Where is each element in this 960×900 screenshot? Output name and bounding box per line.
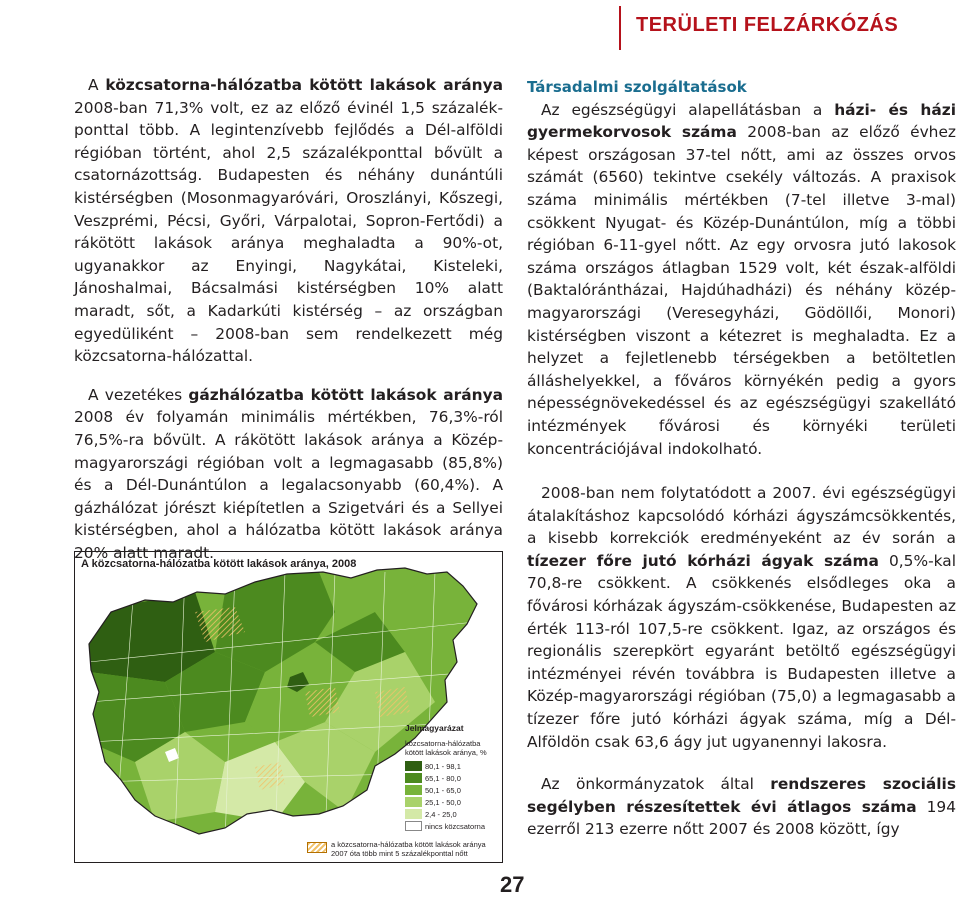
- section-heading: Társadalmi szolgáltatások: [527, 78, 747, 96]
- legend-item: [405, 761, 497, 771]
- emphasis-beds: tízezer főre jutó kórházi ágyak száma: [527, 551, 879, 570]
- running-header: TERÜLETI FELZÁRKÓZÁS: [636, 14, 899, 36]
- emphasis-gas: gázhálózatba kötött lakások aránya: [188, 385, 503, 404]
- legend-item: [405, 809, 497, 819]
- text: 2008-ban 71,3% volt, ez az előző évinél 1,5 százalékponttal több. A legintenzívebb fejlődés a Dél-alföldi régióban történt, ahol 2,5 százalékponttal bővült a csatornázottság. Budapesten és néhány dunántúli kistérségben (Mosonmagyaróvári, Oroszlányi, Kőszegi, Veszprémi, Pécsi, Győri, Várpalotai, Sopron-Fertődi) a rákötött lakások aránya meghaladta a 90%-ot, ugyanakkor az Enyingi, Nagykátai, Kisteleki, Jánoshalmai, Bácsalmási kistérségben 10% alatt maradt, sőt, a Kadarkúti kistérség – az országban egyedüliként – 2008-ban sem rendelkezett még közcsatorna-hálózattal.: [74, 98, 503, 366]
- text: 0,5%-kal 70,8-re csökkent. A csökkenés elsődleges oka a fővárosi kórházak ágyszám-csökkenése, Budapesten az érték 113-ról 107,5-re csökkent. Igaz, az országos és regionális szerepkört egyaránt betöltő egészségügyi intézményei révén továbbra is Budapesten illetve a Közép-magyarországi régióban (75,0) a legmagasabb a tízezer főre jutó kórházi ágyak száma, míg a Dél-Alföldön csak 63,6 ágy jut ugyanennyi lakosra.: [527, 551, 956, 751]
- legend-label: 50,1 - 65,0: [425, 785, 461, 795]
- legend-swatch: [405, 773, 422, 783]
- text: 2008-ban az előző évhez képest országosan 37-tel nőtt, ami az összes orvos számát (6560) tekintve csekély változás. A praxisok száma minimális mértékben (7-tel illetve 3-mal) csökkent Nyugat- és Közép-Dunántúlon, míg a többi régióban 6-11-gyel nőtt. Az egy orvosra jutó lakosok száma országos átlagban 1529 volt, két észak-alföldi (Baktalórántházai, Hajdúhadházi) és néhány közép-magyarországi (Veresegyházi, Gödöllői, Monori) kistérségben viszont a kétezret is meghaladta. Ez a helyzet a fejletlenebb térségekben a betöltetlen álláshelyekkel, a főváros környékén pedig a gyors népességnövekedéssel és az egészségügyi szakellátó intézmények fővárosi és környéki területi koncentrációjával indokolható.: [527, 123, 956, 458]
- legend-title: Jelmagyarázat: [405, 723, 464, 733]
- legend-swatch: [405, 785, 422, 795]
- text: 194 ezerről 213 ezerre nőtt 2007 és 2008 között, így: [527, 797, 956, 839]
- paragraph-gas: [74, 384, 503, 565]
- paragraph-hospital-beds: [527, 482, 956, 753]
- legend-subtitle: közcsatorna-hálózatba kötött lakások aránya, %: [405, 739, 487, 757]
- page-number: 27: [500, 872, 525, 897]
- legend-label: 65,1 - 80,0: [425, 773, 461, 783]
- header-rule: [619, 6, 621, 50]
- emphasis-sewer: közcsatorna-hálózatba kötött lakások aránya: [105, 76, 504, 94]
- hatch-swatch: [307, 842, 327, 853]
- left-column: [74, 74, 503, 564]
- text: A: [88, 76, 106, 94]
- legend-item: [405, 785, 497, 795]
- legend-label: nincs közcsatorna: [425, 821, 486, 831]
- text: Az önkormányzatok által: [541, 775, 771, 794]
- emphasis-social-aid: rendszeres szociális segélyben részesítettek évi átlagos száma: [527, 775, 956, 816]
- text: 2008-ban nem folytatódott a 2007. évi egészségügyi átalakításhoz kapcsolódó kórházi ágyszámcsökkentés, a kisebb korrekciók eredményeként az év során a: [527, 484, 956, 548]
- legend-item: [405, 821, 497, 831]
- legend-label: 25,1 - 50,0: [425, 797, 461, 807]
- legend-swatch: [405, 821, 422, 831]
- hatch-legend-label: a közcsatorna-hálózatba kötött lakások aránya 2007 óta több mint 5 százalékponttal nőtt: [331, 840, 486, 858]
- sewer-map-figure: [74, 551, 503, 863]
- legend-item: [405, 797, 497, 807]
- emphasis-doctors: házi- és házi gyermekorvosok száma: [527, 100, 956, 142]
- text: Az egészségügyi alapellátásban a: [541, 100, 835, 119]
- paragraph-sewer: [74, 74, 503, 368]
- legend-swatch: [405, 809, 422, 819]
- legend-label: 2,4 - 25,0: [425, 809, 457, 819]
- legend-label: 80,1 - 98,1: [425, 761, 461, 771]
- map-legend: [405, 724, 497, 833]
- text: 2008 év folyamán minimális mértékben, 76,3%-ról 76,5%-ra bővült. A rákötött lakások aránya a Középmagyarországi régióban volt a legmagasabb (85,8%) és a Dél-Dunántúlon a legalacsonyabb (60,4%). A gázhálózat jórészt kiépítetlen a Szigetvári és a Sellyei kistérségben, ahol a hálózatba kötött lakások aránya 20% alatt maradt.: [74, 408, 503, 562]
- paragraph-doctors: [527, 99, 956, 461]
- legend-swatch: [405, 761, 422, 771]
- hatch-legend: [307, 840, 502, 858]
- legend-item: [405, 773, 497, 783]
- right-column: [527, 76, 956, 841]
- paragraph-social-aid: [527, 773, 956, 841]
- text: A vezetékes: [88, 385, 189, 404]
- legend-swatch: [405, 797, 422, 807]
- map-title: A közcsatorna-hálózatba kötött lakások aránya, 2008: [81, 558, 357, 570]
